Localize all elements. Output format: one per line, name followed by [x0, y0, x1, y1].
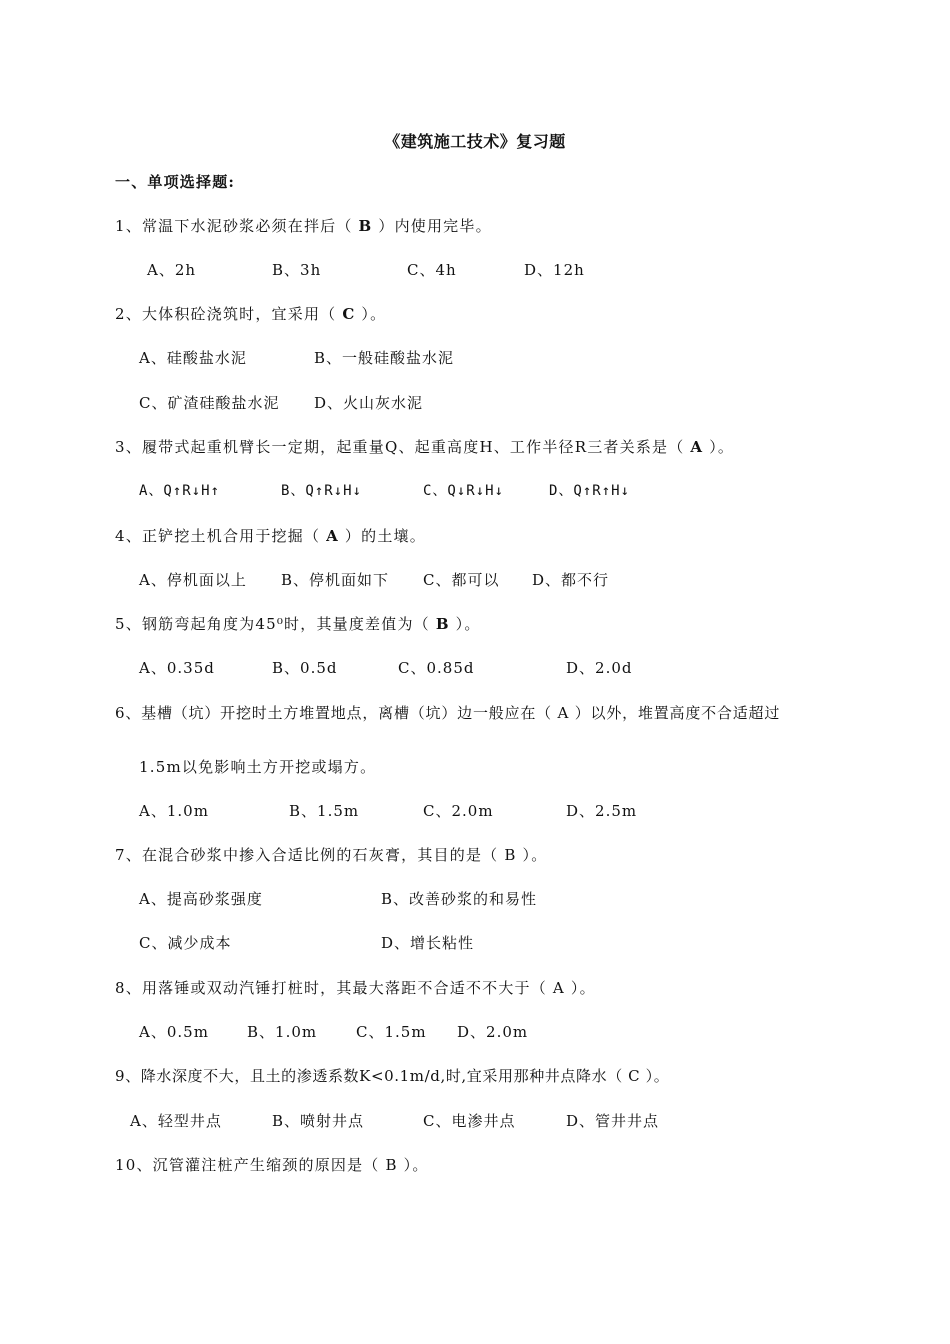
question-text: 9、降水深度不大，且土的渗透系数K<0.1m/d,时,宜采用那种井点降水（ [115, 1067, 629, 1085]
question-10 [115, 1155, 429, 1175]
option-c: C、2.0m [423, 802, 494, 820]
question-6 [115, 703, 780, 723]
option-d: D、2.0d [566, 659, 633, 677]
question-text: 5、钢筋弯起角度为45⁰时，其量度差值为（ [115, 615, 436, 633]
question-text: 6、基槽（坑）开挖时土方堆置地点，离槽（坑）边一般应在（ [115, 704, 558, 722]
option-c: C、4h [407, 261, 457, 279]
answer: A [326, 527, 339, 545]
option-d: D、都不行 [532, 571, 610, 589]
option-c: C、电渗井点 [423, 1112, 516, 1130]
answer: B [504, 846, 517, 864]
question-text: 1、常温下水泥砂浆必须在拌后（ [115, 217, 359, 235]
option-a: A、轻型井点 [130, 1112, 222, 1130]
question-7 [115, 845, 547, 865]
option-a: A、停机面以上 [139, 571, 247, 589]
question-6-continuation: 1.5m以免影响土方开挖或塌方。 [139, 758, 377, 776]
option-d: D、12h [524, 261, 585, 279]
answer: C [342, 305, 356, 323]
option-a: A、0.35d [139, 659, 215, 677]
question-4 [115, 526, 426, 546]
option-b: B、3h [272, 261, 322, 279]
option-b: B、停机面如下 [281, 571, 390, 589]
option-b: B、喷射井点 [272, 1112, 365, 1130]
section-heading: 一、单项选择题: [115, 173, 236, 191]
question-3 [115, 437, 734, 457]
answer: B [435, 615, 450, 633]
option-d: D、增长粘性 [381, 934, 475, 952]
question-text: 8、用落锤或双动汽锤打桩时，其最大落距不合适不不大于（ [115, 979, 553, 997]
question-text: 10、沉管灌注桩产生缩颈的原因是（ [115, 1156, 386, 1174]
question-text: ）。 [516, 846, 548, 864]
question-text: 2、大体积砼浇筑时，宜采用（ [115, 305, 343, 323]
question-text: 3、履带式起重机臂长一定期，起重量Q、起重高度H、工作半径R三者关系是（ [115, 438, 691, 456]
answer: A [557, 704, 570, 722]
question-text: ）的土壤。 [338, 527, 426, 545]
option-c: C、都可以 [423, 571, 500, 589]
option-d: D、火山灰水泥 [314, 394, 424, 412]
option-b: B、一般硅酸盐水泥 [314, 349, 455, 367]
option-d: D、Q↑R↑H↓ [549, 483, 631, 499]
option-c: C、减少成本 [139, 934, 232, 952]
option-c: C、1.5m [356, 1023, 427, 1041]
document-title: 《建筑施工技术》复习题 [384, 132, 566, 151]
question-text: ）。 [397, 1156, 429, 1174]
question-text: ）。 [640, 1067, 670, 1085]
option-b: B、1.0m [247, 1023, 318, 1041]
option-c: C、0.85d [398, 659, 475, 677]
option-b: B、1.5m [289, 802, 360, 820]
option-a: A、硅酸盐水泥 [139, 349, 247, 367]
option-d: D、管井井点 [566, 1112, 660, 1130]
option-a: A、2h [147, 261, 197, 279]
option-c: C、Q↓R↓H↓ [423, 483, 505, 499]
question-text: ）。 [564, 979, 596, 997]
option-c: C、矿渣硅酸盐水泥 [139, 394, 280, 412]
question-8 [115, 978, 596, 998]
question-5 [115, 614, 481, 634]
question-text: 4、正铲挖土机合用于挖掘（ [115, 527, 327, 545]
option-a: A、0.5m [139, 1023, 209, 1041]
question-2 [115, 304, 386, 324]
question-text: ）以外，堆置高度不合适超过 [569, 704, 781, 722]
question-text: ）。 [355, 305, 387, 323]
answer: B [358, 217, 373, 235]
option-b: B、0.5d [272, 659, 338, 677]
option-d: D、2.5m [566, 802, 638, 820]
question-text: ）内使用完毕。 [372, 217, 492, 235]
option-b: B、改善砂浆的和易性 [381, 890, 538, 908]
question-1 [115, 216, 492, 236]
question-text: 7、在混合砂浆中掺入合适比例的石灰膏，其目的是（ [115, 846, 505, 864]
question-9 [115, 1066, 669, 1086]
option-b: B、Q↑R↓H↓ [281, 483, 363, 499]
answer: B [385, 1156, 398, 1174]
answer: A [552, 979, 565, 997]
option-a: A、Q↑R↓H↑ [139, 483, 221, 499]
answer: A [690, 438, 704, 456]
option-d: D、2.0m [457, 1023, 529, 1041]
option-a: A、提高砂浆强度 [139, 890, 263, 908]
option-a: A、1.0m [139, 802, 209, 820]
answer: C [628, 1067, 641, 1085]
question-text: ）。 [449, 615, 481, 633]
question-text: ）。 [703, 438, 735, 456]
